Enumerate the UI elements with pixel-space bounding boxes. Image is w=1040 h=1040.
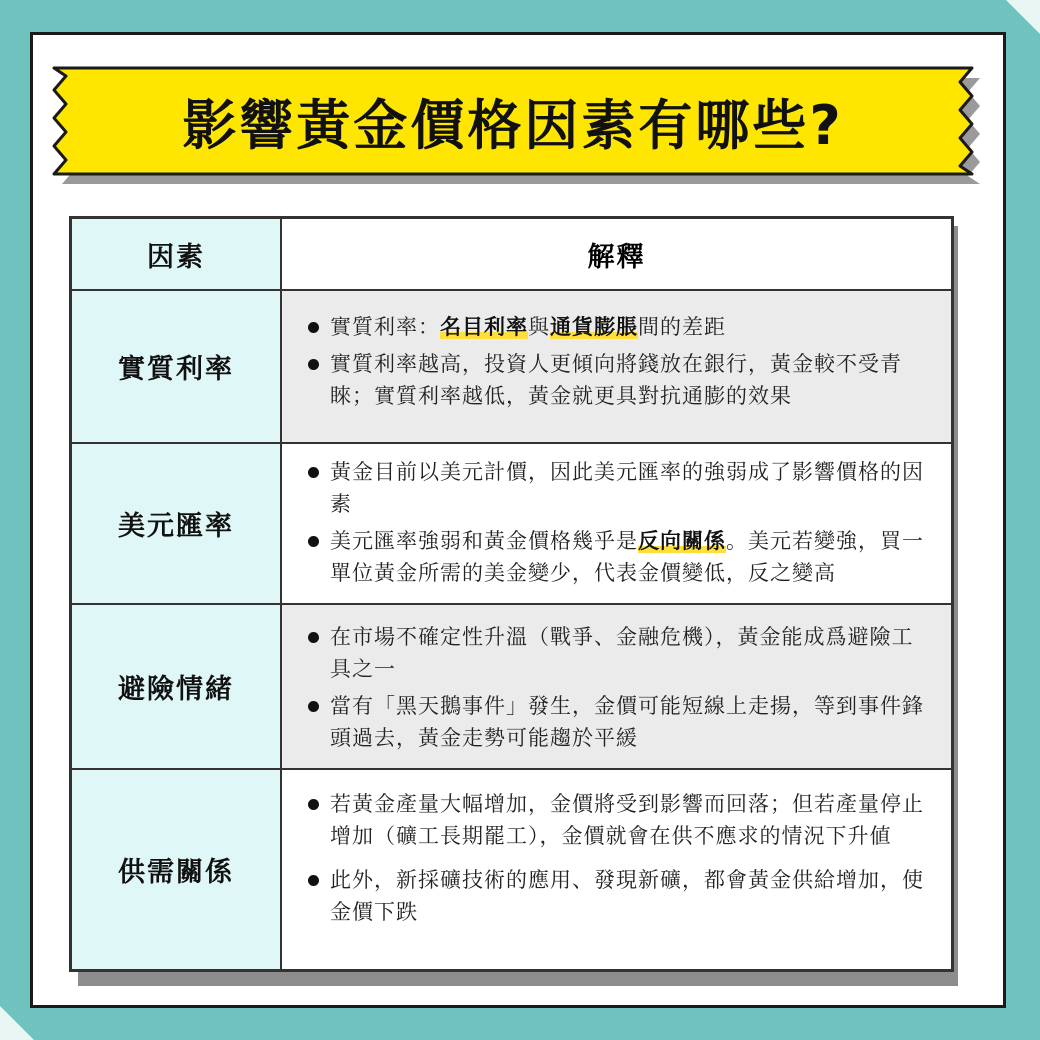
header-explanation: 解釋 <box>282 219 951 289</box>
table-row-usd-exchange-rate <box>72 444 951 605</box>
bullet-item: 實質利率：名目利率與通貨膨脹間的差距 <box>306 311 933 343</box>
factor-cell: 避險情緒 <box>72 605 282 768</box>
page-title: 影響黃金價格因素有哪些? <box>182 93 844 157</box>
highlight-inverse-relation: 反向關係 <box>638 529 726 553</box>
factor-cell: 供需關係 <box>72 770 282 969</box>
bullet-item: 黃金目前以美元計價，因此美元匯率的強弱成了影響價格的因素 <box>306 456 933 520</box>
bullet-item: 此外，新採礦技術的應用、發現新礦，都會黃金供給增加，使金價下跌 <box>306 864 933 928</box>
explanation-cell <box>282 605 951 768</box>
explanation-cell <box>282 770 951 969</box>
factor-cell: 美元匯率 <box>72 444 282 603</box>
table-header-row <box>72 219 951 291</box>
table-row-risk-aversion <box>72 605 951 770</box>
table-row-real-interest-rate <box>72 291 951 444</box>
explanation-cell <box>282 291 951 442</box>
explanation-cell <box>282 444 951 603</box>
title-banner <box>48 66 992 188</box>
bullet-item: 當有「黑天鵝事件」發生，金價可能短線上走揚，等到事件鋒頭過去，黃金走勢可能趨於平緩 <box>306 690 933 754</box>
table-row-supply-demand <box>72 770 951 969</box>
corner-decoration-bottom-left <box>0 1006 34 1040</box>
corner-decoration-top-right <box>1006 0 1040 34</box>
bullet-item: 在市場不確定性升溫（戰爭、金融危機），黃金能成爲避險工具之一 <box>306 621 933 685</box>
bullet-item: 若黃金產量大幅增加，金價將受到影響而回落；但若產量停止增加（礦工長期罷工），金價就會在供不應求的情況下升値 <box>306 788 933 852</box>
highlight-nominal-rate: 名目利率 <box>440 315 528 339</box>
highlight-inflation: 通貨膨脹 <box>550 315 638 339</box>
bullet-item: 美元匯率強弱和黃金價格幾乎是反向關係。美元若變強，買一單位黃金所需的美金變少，代表金價變低，反之變高 <box>306 525 933 589</box>
factor-cell: 實質利率 <box>72 291 282 442</box>
bullet-item: 實質利率越高，投資人更傾向將錢放在銀行，黃金較不受青睞；實質利率越低，黃金就更具對抗通膨的效果 <box>306 348 933 412</box>
banner-ribbon <box>48 66 978 176</box>
gold-factors-table <box>69 216 954 972</box>
header-factor: 因素 <box>72 219 282 289</box>
